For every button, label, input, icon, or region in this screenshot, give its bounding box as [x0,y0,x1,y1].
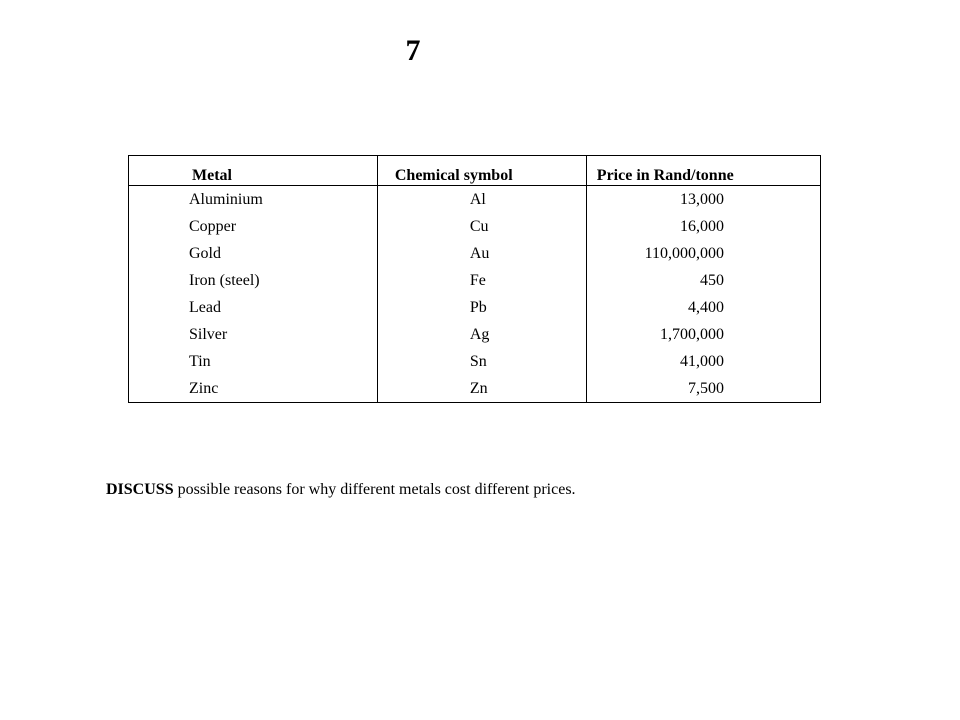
chemical-symbol: Cu [377,213,586,240]
price-value: 7,500 [586,375,820,403]
chemical-symbol: Ag [377,321,586,348]
chemical-symbol: Au [377,240,586,267]
metal-name: Aluminium [129,186,378,214]
chemical-symbol: Al [377,186,586,214]
metal-name: Tin [129,348,378,375]
metal-name: Iron (steel) [129,267,378,294]
discussion-prompt [106,481,576,499]
table-row [129,294,821,321]
metal-name: Lead [129,294,378,321]
chemical-symbol: Pb [377,294,586,321]
table-row [129,240,821,267]
header-price: Price in Rand/tonne [586,156,820,186]
page-number: 7 [405,34,421,67]
metal-price-table [128,155,821,403]
chemical-symbol: Fe [377,267,586,294]
table-row [129,321,821,348]
price-value: 450 [586,267,820,294]
header-chemical-symbol: Chemical symbol [377,156,586,186]
price-value: 41,000 [586,348,820,375]
discuss-keyword: DISCUSS [106,481,174,498]
price-value: 1,700,000 [586,321,820,348]
price-value: 16,000 [586,213,820,240]
metal-name: Copper [129,213,378,240]
table-row [129,267,821,294]
metal-name: Gold [129,240,378,267]
discuss-text: possible reasons for why different metals cost different prices. [173,481,576,498]
metal-name: Zinc [129,375,378,403]
table-row [129,186,821,214]
header-metal: Metal [129,156,378,186]
table-header-row [129,156,821,186]
chemical-symbol: Zn [377,375,586,403]
chemical-symbol: Sn [377,348,586,375]
price-value: 13,000 [586,186,820,214]
metal-name: Silver [129,321,378,348]
table-row [129,348,821,375]
price-value: 110,000,000 [586,240,820,267]
table-row [129,213,821,240]
price-value: 4,400 [586,294,820,321]
table-row [129,375,821,403]
